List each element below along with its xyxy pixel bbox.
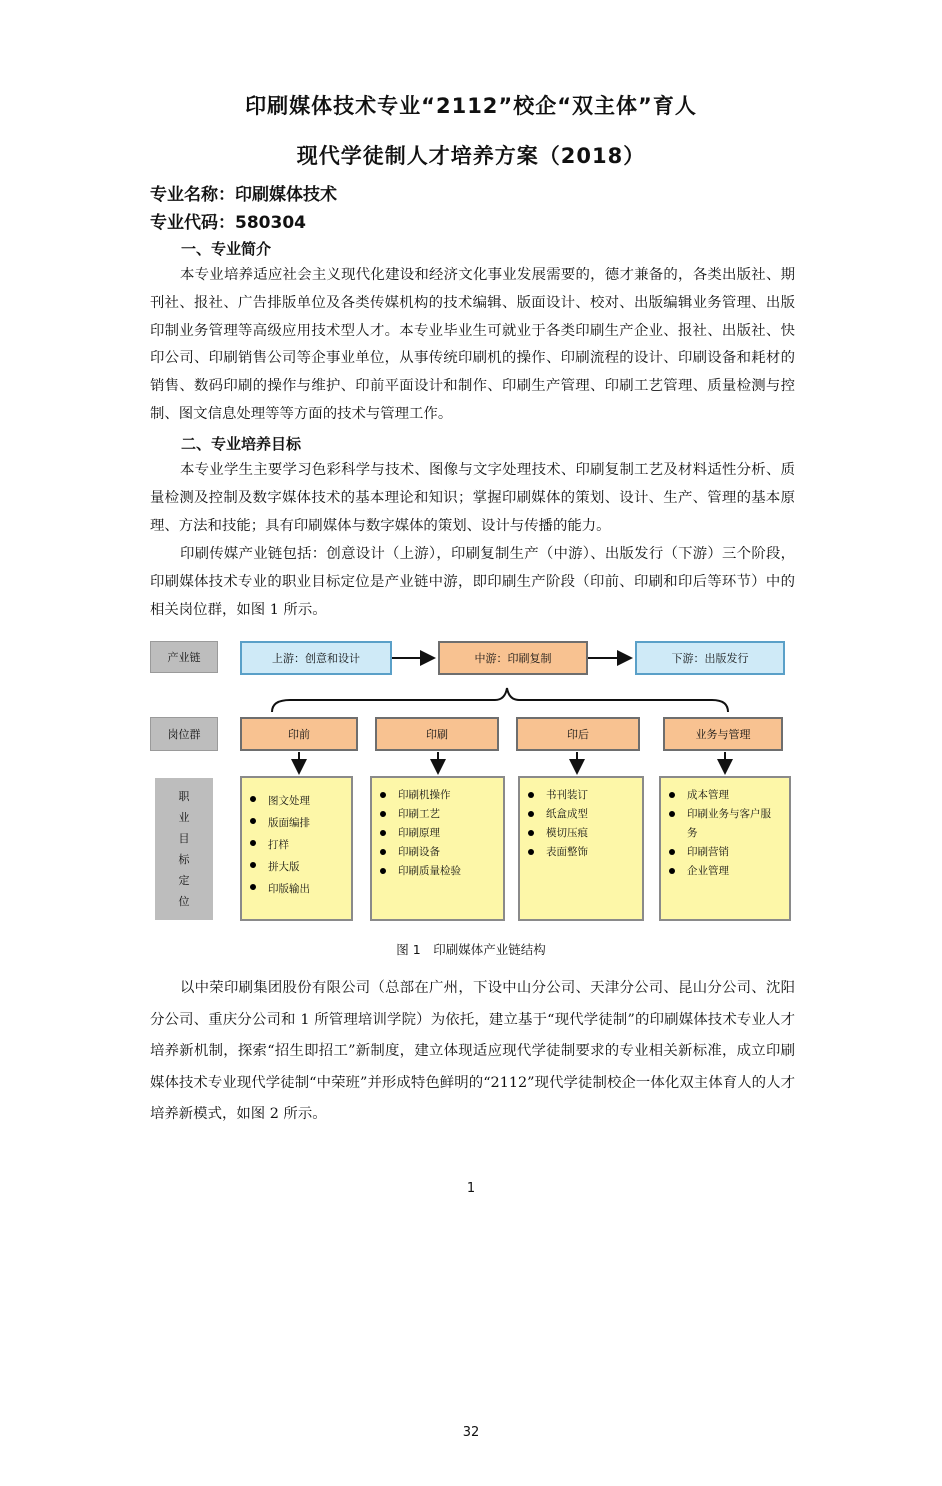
list-item: 表面整饰 [520,843,588,862]
section1-paragraph: 本专业培养适应社会主义现代化建设和经济文化事业发展需要的，德才兼备的，各类出版社、期刊社、报社、广告排版单位及各类传媒机构的技术编辑、版面设计、校对、出版编辑业务管理、出版印制业务管理等高级应用技术型人才。本专业毕业生可就业于各类印刷生产企业、报社、出版社、快印公司、印刷销售公司等企事业单位，从事传统印刷机的操作、印刷流程的设计、印刷设备和耗材的销售、数码印刷的操作与维护、印前平面设计和制作、印刷生产管理、印刷工艺管理、质量检测与控制、图文信息处理等等方面的技术与管理工作。 [150,267,795,422]
midstream-box: 中游：印刷复制 [438,641,588,675]
list-item: 印刷业务与客户服务 [661,805,781,843]
list-item: 印刷工艺 [372,805,461,824]
section2-paragraph-1: 本专业学生主要学习色彩科学与技术、图像与文字处理技术、印刷复制工艺及材料适性分析、质量检测及控制及数字媒体技术的基本理论和知识；掌握印刷媒体的策划、设计、生产、管理的基本原理、方法和技能；具有印刷媒体与数字媒体的策划、设计与传播的能力。 [150,462,795,534]
list-item: 纸盒成型 [520,805,588,824]
row-label-chain: 产业链 [150,641,218,673]
targets-postpress [518,776,644,921]
vlabel-char: 职 [178,790,190,803]
doc-title-line1: 印刷媒体技术专业“2112”校企“双主体”育人 [245,94,697,118]
list-item: 印刷质量检验 [372,862,461,881]
section2-paragraph-3: 以中荣印刷集团股份有限公司（总部在广州，下设中山分公司、天津分公司、昆山分公司、沈阳分公司、重庆分公司和 1 所管理培训学院）为依托，建立基于“现代学徒制”的印刷媒体技术专业人才培养新机制，探索“招生即招工”新制度，建立体现适应现代学徒制要求的专业相关新标准，成立印刷媒体技术专业现代学徒制“中荣班”并形成特色鲜明的“2112”现代学徒制校企一体化双主体育人的人才培养新模式，如图 2 所示。 [150,980,795,1122]
vlabel-char: 目 [178,832,190,845]
targets-prepress [240,776,353,921]
list-item: 印刷机操作 [372,786,461,805]
section2-heading: 二、专业培养目标 [181,435,302,453]
targets-press [370,776,505,921]
list-item: 拼大版 [242,856,310,878]
targets-business [659,776,791,921]
major-name: 专业名称：印刷媒体技术 [150,185,337,205]
upstream-box: 上游：创意和设计 [240,641,392,675]
section2-paragraph-2: 印刷传媒产业链包括：创意设计（上游），印刷复制生产（中游）、出版发行（下游）三个阶段，印刷媒体技术专业的职业目标定位是产业链中游，即印刷生产阶段（印前、印刷和印后等环节）中的相关岗位群，如图 1 所示。 [150,546,795,618]
list-item: 模切压痕 [520,824,588,843]
list-item: 印刷设备 [372,843,461,862]
section1-heading: 一、专业简介 [181,240,272,258]
vlabel-char: 业 [178,811,190,824]
vlabel-char: 位 [178,895,190,908]
list-item: 印刷原理 [372,824,461,843]
outer-page-number: 32 [462,1425,480,1440]
downstream-box: 下游：出版发行 [635,641,785,675]
list-item: 版面编排 [242,812,310,834]
major-code: 专业代码：580304 [150,213,306,233]
list-item: 书刊装订 [520,786,588,805]
post-business: 业务与管理 [663,717,783,751]
figure-caption: 图 1 印刷媒体产业链结构 [396,942,546,957]
row-label-targets [155,778,213,920]
list-item: 印刷营销 [661,843,781,862]
post-postpress: 印后 [516,717,640,751]
list-item: 图文处理 [242,790,310,812]
vlabel-char: 定 [178,874,190,887]
list-item: 印版输出 [242,878,310,900]
vlabel-char: 标 [178,853,190,866]
list-item: 成本管理 [661,786,781,805]
inner-page-number: 1 [466,1181,476,1196]
post-press: 印刷 [375,717,499,751]
doc-title-line2: 现代学徒制人才培养方案（2018） [296,144,646,168]
list-item: 打样 [242,834,310,856]
brace [272,688,728,712]
post-prepress: 印前 [240,717,358,751]
list-item: 企业管理 [661,862,781,881]
row-label-posts: 岗位群 [150,717,218,751]
